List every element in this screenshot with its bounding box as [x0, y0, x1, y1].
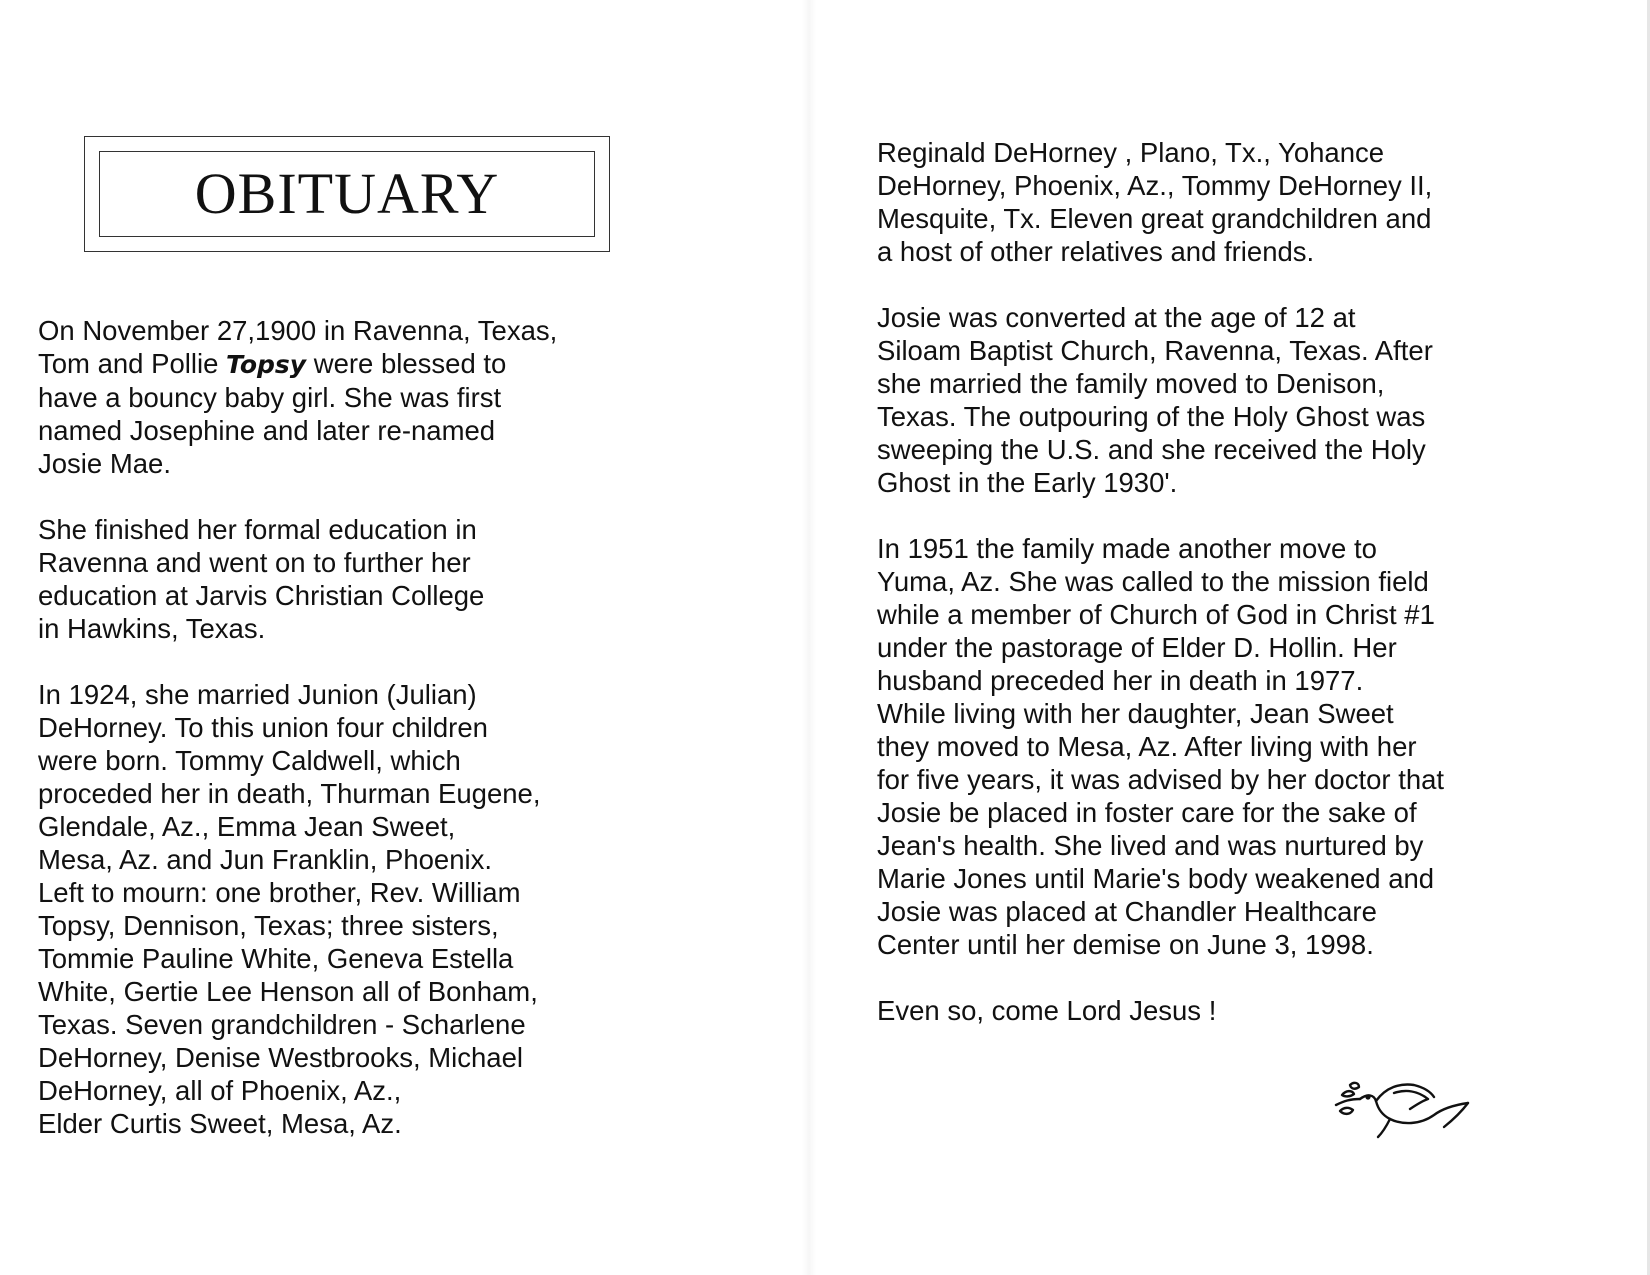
- text-line: Josie was placed at Chandler Healthcare: [877, 896, 1377, 927]
- text-line: under the pastorage of Elder D. Hollin. Her: [877, 632, 1397, 663]
- text-line: named Josephine and later re-named: [38, 415, 496, 446]
- text-line: she married the family moved to Denison,: [877, 368, 1385, 399]
- right-column: [877, 136, 1537, 1060]
- text-line: Tommie Pauline White, Geneva Estella: [38, 943, 514, 974]
- page-title: OBITUARY: [194, 161, 500, 226]
- text-line: Josie was converted at the age of 12 at: [877, 302, 1356, 333]
- paragraph-education: [38, 513, 628, 645]
- text-line: DeHorney, all of Phoenix, Az.,: [38, 1075, 402, 1106]
- title-frame: [84, 136, 610, 252]
- paragraph-faith: [877, 301, 1537, 499]
- text-line: they moved to Mesa, Az. After living with her: [877, 731, 1417, 762]
- text-line: DeHorney, Phoenix, Az., Tommy DeHorney II,: [877, 170, 1433, 201]
- text-line: were born. Tommy Caldwell, which: [38, 745, 461, 776]
- handwritten-annotation: Topsy: [226, 350, 307, 379]
- text-line: Josie Mae.: [38, 448, 171, 479]
- text-line: sweeping the U.S. and she received the Holy: [877, 434, 1426, 465]
- page-fold: [802, 0, 816, 1275]
- text-line: In 1924, she married Junion (Julian): [38, 679, 477, 710]
- text-line: Left to mourn: one brother, Rev. William: [38, 877, 521, 908]
- paragraph-birth: [38, 314, 628, 480]
- text-line: On November 27,1900 in Ravenna, Texas,: [38, 315, 558, 346]
- paragraph-later-life: [877, 532, 1537, 961]
- text-line: a host of other relatives and friends.: [877, 236, 1315, 267]
- text-line: Ravenna and went on to further her: [38, 547, 471, 578]
- text-line: White, Gertie Lee Henson all of Bonham,: [38, 976, 538, 1007]
- text-line: She finished her formal education in: [38, 514, 477, 545]
- text-line: in Hawkins, Texas.: [38, 613, 266, 644]
- text-fragment: were blessed to: [306, 348, 507, 379]
- paragraph-family: [38, 678, 628, 1140]
- text-line: [38, 347, 628, 381]
- text-line: Topsy, Dennison, Texas; three sisters,: [38, 910, 499, 941]
- text-line: DeHorney. To this union four children: [38, 712, 488, 743]
- dove-with-olive-branch-icon: [1330, 1075, 1474, 1139]
- text-line: Center until her demise on June 3, 1998.: [877, 929, 1374, 960]
- text-line: Yuma, Az. She was called to the mission field: [877, 566, 1429, 597]
- text-line: Elder Curtis Sweet, Mesa, Az.: [38, 1108, 402, 1139]
- text-line: Mesquite, Tx. Eleven great grandchildren and: [877, 203, 1432, 234]
- text-line: proceded her in death, Thurman Eugene,: [38, 778, 541, 809]
- paragraph-survivors: [877, 136, 1537, 268]
- text-line: Reginald DeHorney , Plano, Tx., Yohance: [877, 137, 1385, 168]
- text-line: for five years, it was advised by her doctor that: [877, 764, 1445, 795]
- text-line: Ghost in the Early 1930'.: [877, 467, 1178, 498]
- text-fragment: Tom and Pollie: [38, 348, 227, 379]
- text-line: Mesa, Az. and Jun Franklin, Phoenix.: [38, 844, 492, 875]
- text-line: In 1951 the family made another move to: [877, 533, 1377, 564]
- title-frame-inner: [99, 151, 595, 237]
- text-line: Siloam Baptist Church, Ravenna, Texas. After: [877, 335, 1433, 366]
- text-line: Texas. Seven grandchildren - Scharlene: [38, 1009, 526, 1040]
- text-line: Jean's health. She lived and was nurtured by: [877, 830, 1424, 861]
- closing-line: Even so, come Lord Jesus !: [877, 995, 1217, 1026]
- text-line: While living with her daughter, Jean Sweet: [877, 698, 1394, 729]
- text-line: while a member of Church of God in Christ #1: [877, 599, 1435, 630]
- text-line: DeHorney, Denise Westbrooks, Michael: [38, 1042, 524, 1073]
- text-line: husband preceded her in death in 1977.: [877, 665, 1364, 696]
- text-line: Glendale, Az., Emma Jean Sweet,: [38, 811, 456, 842]
- left-column: [38, 314, 628, 1173]
- text-line: education at Jarvis Christian College: [38, 580, 485, 611]
- text-line: have a bouncy baby girl. She was first: [38, 382, 502, 413]
- text-line: Marie Jones until Marie's body weakened and: [877, 863, 1435, 894]
- text-line: Josie be placed in foster care for the sake of: [877, 797, 1417, 828]
- text-line: Texas. The outpouring of the Holy Ghost was: [877, 401, 1426, 432]
